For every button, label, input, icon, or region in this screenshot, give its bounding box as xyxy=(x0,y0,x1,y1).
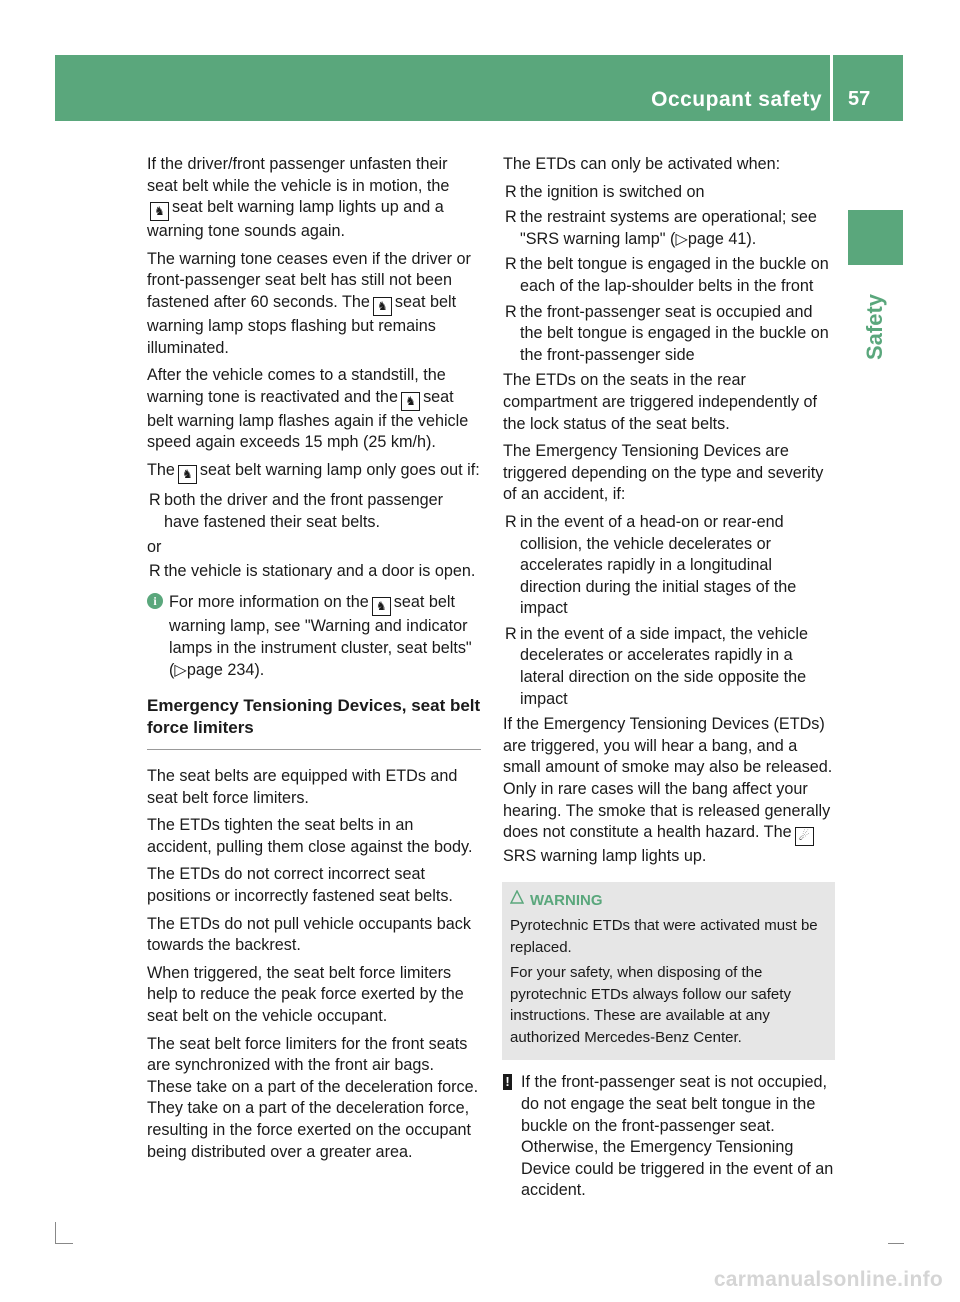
paragraph: The ETDs can only be activated when: xyxy=(503,155,781,173)
info-note: i For more information on the ♞ seat belt warning lamp, see "Warning and indicator lamps in the instrument cluster, seat belts" (▷page 234). xyxy=(147,592,481,681)
airbag-icon: ☄ xyxy=(795,827,814,846)
warning-text: Pyrotechnic ETDs that were activated must be replaced. xyxy=(510,917,818,956)
section-divider xyxy=(147,749,481,750)
warning-triangle-icon xyxy=(510,890,524,904)
paragraph: The ETDs do not pull vehicle occupants back towards the backrest. xyxy=(147,914,471,955)
warning-text: For your safety, when disposing of the pyrotechnic ETDs always follow our safety instructions. These are available at any authorized Mercedes-Benz Center. xyxy=(510,964,791,1046)
list-item: R the ignition is switched on xyxy=(505,182,705,201)
warning-heading: WARNING xyxy=(530,890,829,912)
paragraph: or xyxy=(147,538,162,557)
watermark: carmanualsonline.info xyxy=(713,1268,943,1291)
paragraph: The seat belts are equipped with ETDs and seat belt force limiters. xyxy=(147,767,458,807)
paragraph: If the Emergency Tensioning Devices (ETDs) are triggered, you will hear a bang, and a small amount of smoke may also be released. Only in rare cases will the bang affect your hearing. The smoke that is released generally does not constitute a health hazard. The ☄SRS warning lamp lights up. xyxy=(503,715,833,866)
seat-belt-icon: ♞ xyxy=(150,202,169,221)
paragraph: The ETDs on the seats in the rear compartment are triggered independently of the lock status of the seat belts. xyxy=(503,371,818,433)
page-ref-link[interactable]: page 234). xyxy=(186,660,265,679)
list-item: R in the event of a head-on or rear-end collision, the vehicle decelerates or accelerates rapidly in a longitudinal direction during the initial stages of the impact xyxy=(505,512,797,618)
seat-belt-icon: ♞ xyxy=(401,392,420,411)
paragraph: The seat belt force limiters for the front seats are synchronized with the front air bags. These take on a part of the deceleration force. They take on a part of the deceleration force, resulting in the force exerted on the occupant being distributed over a greater area. xyxy=(147,1034,479,1161)
page-number: 57 xyxy=(848,88,871,110)
list-item: R the vehicle is stationary and a door is open. xyxy=(149,561,476,580)
right-column xyxy=(503,154,835,1202)
header-divider xyxy=(830,55,833,121)
paragraph: After the vehicle comes to a standstill, the warning tone is reactivated and the ♞ seat belt warning lamp flashes again if the vehicle speed again exceeds 15 mph (25 km/h). xyxy=(147,366,469,452)
seat-belt-icon: ♞ xyxy=(373,297,392,316)
page-ref-arrow-icon: ▷ xyxy=(174,660,187,679)
paragraph: The ♞ seat belt warning lamp only goes out if: xyxy=(147,460,481,484)
list-item: R both the driver and the front passenger have fastened their seat belts. xyxy=(149,490,443,531)
side-tab xyxy=(848,210,903,265)
warning-box xyxy=(502,882,835,1061)
left-column xyxy=(147,154,481,1169)
paragraph: The ETDs tighten the seat belts in an accident, pulling them close against the body. xyxy=(147,816,473,856)
caution-note: ! If the front-passenger seat is not occupied, do not engage the seat belt tongue in the buckle on the front-passenger seat. Otherwise, the Emergency Tensioning Device could be triggered in the event of an accident. xyxy=(503,1072,835,1202)
list-item: R the front-passenger seat is occupied and the belt tongue is engaged in the buckle on the front-passenger side xyxy=(505,302,829,364)
page-ref-link[interactable]: page 41). xyxy=(687,229,757,248)
seat-belt-icon: ♞ xyxy=(178,465,197,484)
crop-mark xyxy=(55,1243,73,1244)
section-title: Emergency Tensioning Devices, seat belt force limiters xyxy=(147,696,481,738)
paragraph: If the driver/front passenger unfasten their seat belt while the vehicle is in motion, the ♞ seat belt warning lamp lights up and a warning tone sounds again. xyxy=(147,155,450,241)
paragraph: The Emergency Tensioning Devices are triggered depending on the type and severity of an accident, if: xyxy=(503,442,824,504)
list-item: R the belt tongue is engaged in the buckle on each of the lap-shoulder belts in the front xyxy=(505,255,829,295)
list-item: R in the event of a side impact, the vehicle decelerates or accelerates rapidly in a lateral direction on the side opposite the impact xyxy=(505,624,808,708)
list-item: R the restraint systems are operational; see "SRS warning lamp" (▷page 41). xyxy=(505,208,817,248)
seat-belt-icon: ♞ xyxy=(372,597,391,616)
side-label: Safety xyxy=(862,293,887,360)
page-title: Occupant safety xyxy=(651,88,822,111)
exclamation-icon: ! xyxy=(503,1074,512,1090)
info-icon: i xyxy=(147,593,163,609)
crop-mark xyxy=(888,1243,904,1244)
crop-mark xyxy=(55,1222,56,1244)
paragraph: The warning tone ceases even if the driver or front-passenger seat belt has still not been fastened after 60 seconds. The ♞ seat belt warning lamp stops flashing but remains illuminated. xyxy=(147,249,471,357)
page-ref-arrow-icon: ▷ xyxy=(675,229,688,248)
paragraph: The ETDs do not correct incorrect seat positions or incorrectly fastened seat belts. xyxy=(147,865,453,906)
paragraph: When triggered, the seat belt force limiters help to reduce the peak force exerted by the seat belt on the vehicle occupant. xyxy=(147,963,464,1026)
